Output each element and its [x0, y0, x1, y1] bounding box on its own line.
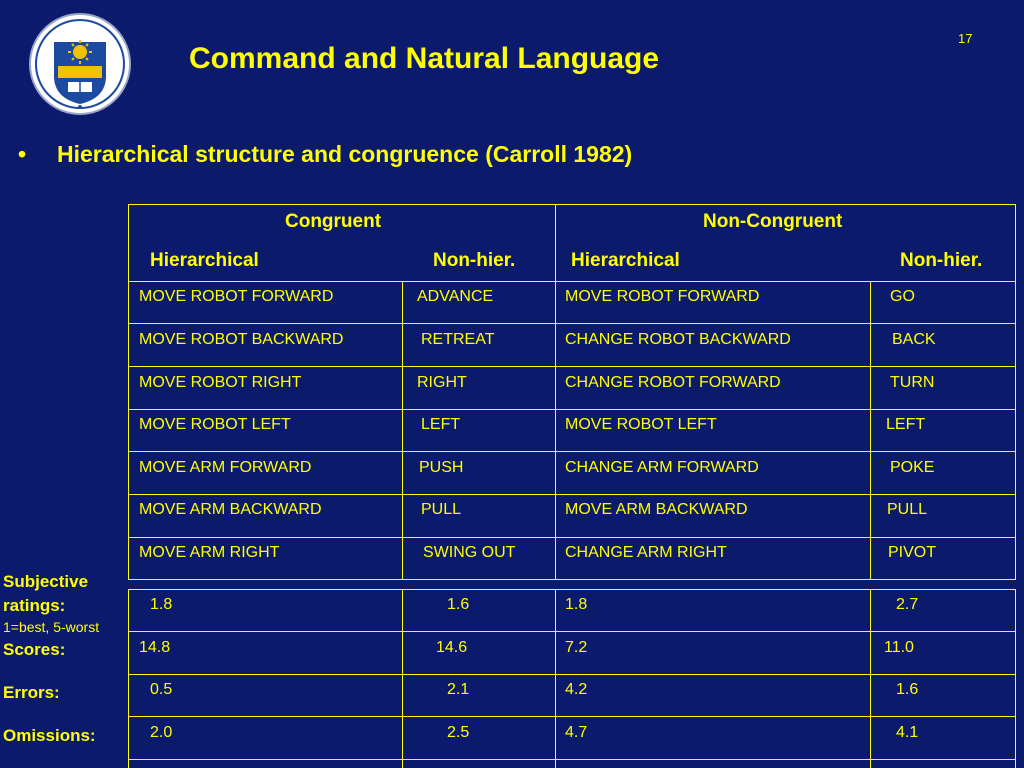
cell-r0-c1: ADVANCE [417, 288, 494, 305]
cell-r5-c3: PULL [887, 501, 928, 518]
cell-r3-c1: LEFT [421, 416, 461, 433]
university-of-delaware-seal-icon [28, 12, 132, 116]
bullet-text: Hierarchical structure and congruence (Carroll 1982) [57, 141, 633, 167]
metric-r2-c0: 0.5 [150, 681, 173, 698]
metric-r0-c3: 2.7 [896, 596, 919, 613]
label-subjective: Subjective [3, 572, 89, 591]
cell-r6-c3: PIVOT [888, 544, 937, 561]
label-omissions: Omissions: [3, 726, 96, 745]
cell-r1-c2: CHANGE ROBOT BACKWARD [565, 331, 791, 348]
cell-r3-c3: LEFT [886, 416, 926, 433]
cell-r4-c1: PUSH [419, 459, 464, 476]
cell-r2-c3: TURN [890, 374, 935, 391]
label-ratings: ratings: [3, 596, 66, 615]
cell-r0-c2: MOVE ROBOT FORWARD [565, 288, 760, 305]
slide-number: 17 [958, 31, 973, 46]
header-congruent: Congruent [285, 211, 382, 232]
cell-r5-c0: MOVE ARM BACKWARD [139, 501, 322, 518]
cell-r4-c0: MOVE ARM FORWARD [139, 459, 312, 476]
metric-r2-c2: 4.2 [565, 681, 588, 698]
cell-r5-c1: PULL [421, 501, 462, 518]
subheader-congruent-hierarchical: Hierarchical [150, 250, 259, 271]
university-logo [28, 12, 132, 116]
bullet-marker: • [18, 141, 27, 167]
cell-r3-c2: MOVE ROBOT LEFT [565, 416, 717, 433]
label-errors: Errors: [3, 683, 60, 702]
cell-r2-c2: CHANGE ROBOT FORWARD [565, 374, 781, 391]
cell-r1-c1: RETREAT [421, 331, 495, 348]
cell-r4-c2: CHANGE ARM FORWARD [565, 459, 759, 476]
metric-r0-c0: 1.8 [150, 596, 173, 613]
metric-r2-c3: 1.6 [896, 681, 919, 698]
subheader-congruent-nonhier: Non-hier. [433, 250, 516, 271]
subheader-noncongruent-hierarchical: Hierarchical [571, 250, 680, 271]
metric-r1-c0: 14.8 [139, 639, 171, 656]
metric-r3-c0: 2.0 [150, 724, 173, 741]
cell-r6-c0: MOVE ARM RIGHT [139, 544, 280, 561]
cell-r1-c3: BACK [892, 331, 936, 348]
metric-r1-c1: 14.6 [436, 639, 468, 656]
metric-r3-c2: 4.7 [565, 724, 588, 741]
header-non-congruent: Non-Congruent [703, 211, 843, 232]
slide-title: Command and Natural Language [189, 42, 660, 75]
metric-r3-c3: 4.1 [896, 724, 919, 741]
cell-r2-c0: MOVE ROBOT RIGHT [139, 374, 302, 391]
metric-r0-c2: 1.8 [565, 596, 588, 613]
subheader-noncongruent-nonhier: Non-hier. [900, 250, 983, 271]
cell-r3-c0: MOVE ROBOT LEFT [139, 416, 291, 433]
cell-r0-c3: GO [890, 288, 915, 305]
cell-r6-c2: CHANGE ARM RIGHT [565, 544, 727, 561]
label-scores: Scores: [3, 640, 66, 659]
cell-r4-c3: POKE [890, 459, 935, 476]
cell-r6-c1: SWING OUT [423, 544, 516, 561]
label-rating-scale: 1=best, 5-worst [3, 619, 100, 635]
cell-r5-c2: MOVE ARM BACKWARD [565, 501, 748, 518]
metric-r1-c2: 7.2 [565, 639, 588, 656]
cell-r1-c0: MOVE ROBOT BACKWARD [139, 331, 344, 348]
cell-r0-c0: MOVE ROBOT FORWARD [139, 288, 334, 305]
metric-r3-c1: 2.5 [447, 724, 470, 741]
metric-r0-c1: 1.6 [447, 596, 470, 613]
metric-r1-c3: 11.0 [884, 639, 914, 656]
cell-r2-c1: RIGHT [417, 374, 467, 391]
metric-r2-c1: 2.1 [447, 681, 470, 698]
